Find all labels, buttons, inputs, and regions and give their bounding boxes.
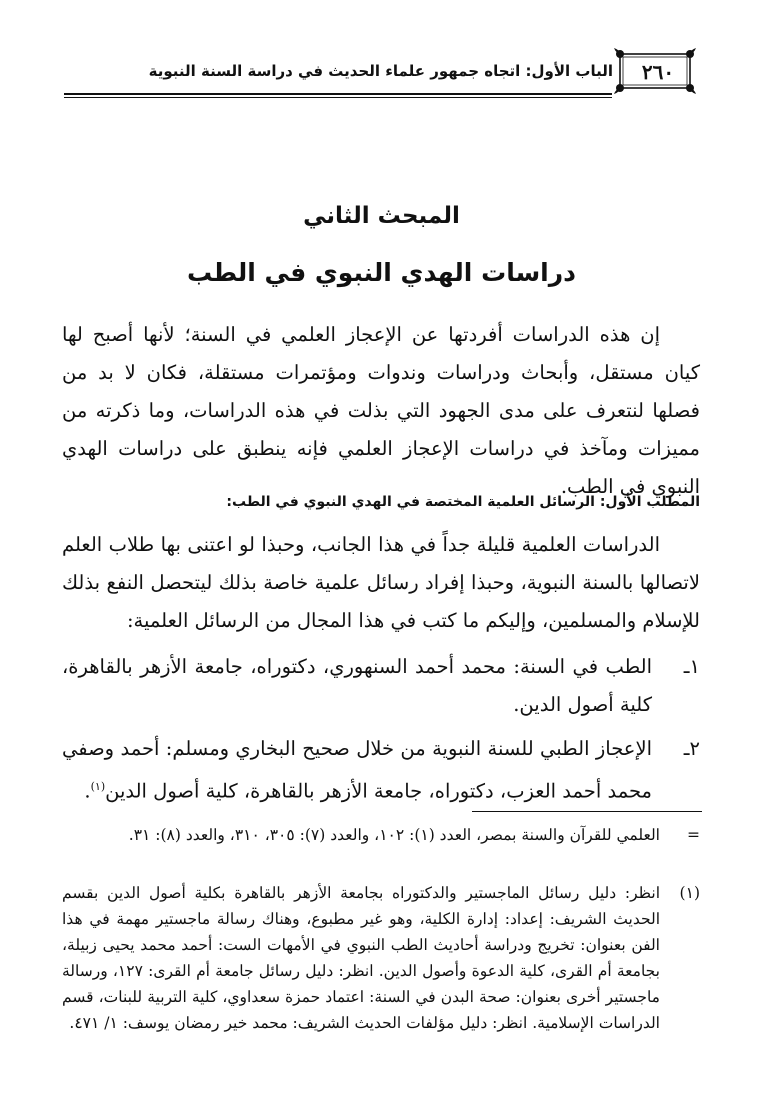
footnote-1	[62, 880, 700, 1036]
footnote-continued-text: العلمي للقرآن والسنة بمصر، العدد (١): ١٠٢، والعدد (٧): ٣٠٥، ٣١٠، والعدد (٨): ٣١.	[128, 826, 660, 844]
list-item-text: الإعجاز الطبي للسنة النبوية من خلال صحيح البخاري ومسلم: أحمد وصفي محمد أحمد العزب، دكتوراه، جامعة الأزهر بالقاهرة، كلية أصول الدين	[62, 737, 652, 803]
list-item-end: .	[84, 779, 91, 803]
running-header-title: الباب الأول: اتجاه جمهور علماء الحديث في دراسة السنة النبوية	[148, 62, 613, 80]
list-item-number: ٢ـ	[683, 737, 700, 760]
subsection-heading: المطلب الأول: الرسائل العلمية المختصة في الهدي النبوي في الطب:	[226, 494, 700, 510]
footnote-1-text: انظر: دليل رسائل الماجستير والدكتوراه بجامعة الأزهر بالقاهرة بكلية أصول الدين بقسم الحديث الشريف: إعداد: إدارة الكلية، وهو غير مطبوع، وهناك رسالة ماجستير مهمة في هذا الفن بعنوان: تخريج ودراسة أحاديث الطب النبوي في الأمهات الست: أحمد محمد يحيى زبيلة، بجامعة أم القرى، كلية الدعوة وأصول الدين. انظر: دليل رسائل جامعة أم القرى: ١٢٧، ورسالة ماجستير أخرى بعنوان: صحة البدن في السنة: اعتماد حمزة سعداوي، كلية التربية للبنات، قسم الدراسات الإسلامية. انظر: دليل مؤلفات الحديث الشريف: محمد خير رمضان يوسف: ١/ ٤٧١.	[62, 884, 660, 1032]
footnote-continued	[62, 822, 700, 848]
intro-paragraph: إن هذه الدراسات أفردتها عن الإعجاز العلمي في السنة؛ لأنها أصبح لها كيان مستقل، وأبحاث ودراسات وندوات ومؤتمرات مستقلة، فكان لا بد من فصلها لنتعرف على مدى الجهود التي بذلت في هذه الدراسات، وما ذكرته من مميزات ومآخذ في دراسات الإعجاز العلمي فإنه ينطبق على دراسات الهدي النبوي في الطب.	[62, 323, 700, 498]
list-item-text-container	[62, 730, 652, 811]
continuation-mark: =	[687, 826, 700, 844]
footnote-1-mark: (١)	[679, 884, 700, 902]
footnote-divider	[472, 811, 702, 812]
page-number: ٢٦٠	[641, 60, 675, 84]
section-title: المبحث الثاني	[303, 203, 460, 229]
list-item-text: الطب في السنة: محمد أحمد السنهوري، دكتوراه، جامعة الأزهر بالقاهرة، كلية أصول الدين.	[62, 655, 652, 716]
list-item-number: ١ـ	[683, 655, 700, 678]
header-divider	[64, 93, 612, 95]
theses-paragraph: الدراسات العلمية قليلة جداً في هذا الجانب، وحبذا لو اعتنى بها طلاب العلم لاتصالها بالسنة النبوية، وحبذا إفراد رسائل علمية خاصة بذلك ليتحصل النفع بذلك للإسلام والمسلمين، وإليكم ما كتب في هذا المجال من الرسائل العلمية:	[62, 533, 700, 632]
header-divider-thin	[64, 97, 612, 98]
section-subtitle: دراسات الهدي النبوي في الطب	[187, 258, 576, 287]
list-item	[62, 730, 700, 811]
footnote-reference[interactable]: (١)	[90, 780, 106, 793]
list-item	[62, 648, 700, 724]
